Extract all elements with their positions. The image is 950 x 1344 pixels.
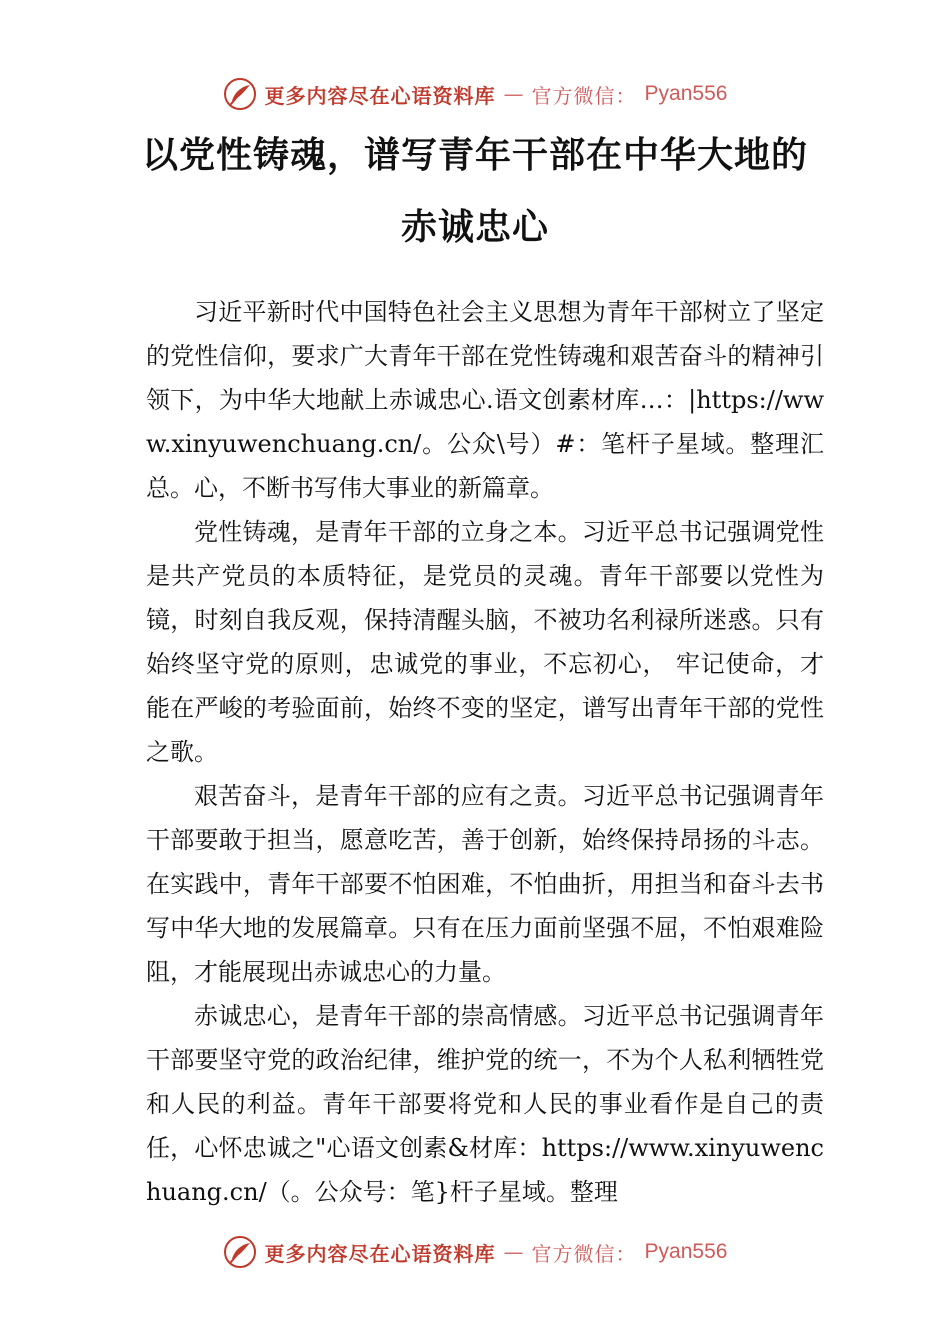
paragraph-3: 艰苦奋斗，是青年干部的应有之责。习近平总书记强调青年干部要敢于担当，愿意吃苦，善于创新，始终保持昂扬的斗志。在实践中，青年干部要不怕困难，不怕曲折，用担当和奋斗去书写中华大地的发展篇章。只有在压力面前坚强不屈，不怕艰难险阻，才能展现出赤诚忠心的力量。 bbox=[146, 782, 824, 986]
header-watermark bbox=[0, 74, 950, 114]
quill-circle-logo-icon bbox=[223, 77, 257, 111]
watermark-brand-name: 更多内容尽在心语资料库 bbox=[264, 1241, 496, 1266]
watermark-wechat-label: 官方微信： bbox=[531, 83, 637, 108]
watermark-wechat-id: Pyan556 bbox=[644, 1240, 728, 1263]
watermark-brand bbox=[223, 1235, 728, 1269]
document-body bbox=[146, 290, 824, 1214]
watermark-wechat-label: 官方微信： bbox=[531, 1241, 637, 1266]
watermark-brand-name: 更多内容尽在心语资料库 bbox=[264, 83, 496, 108]
document-title: 以党性铸魂，谱写青年干部在中华大地的赤诚忠心 bbox=[141, 135, 808, 248]
watermark-brand bbox=[223, 77, 728, 111]
watermark-wechat-id: Pyan556 bbox=[644, 82, 728, 105]
quill-circle-logo-icon bbox=[223, 1235, 257, 1269]
watermark-separator: — bbox=[503, 1240, 524, 1264]
paragraph-4: 赤诚忠心，是青年干部的崇高情感。习近平总书记强调青年干部要坚守党的政治纪律，维护党的统一，不为个人私利牺牲党和人民的利益。青年干部要将党和人民的事业看作是自己的责任，心怀忠诚之"心语文创素&材库：https://www.xinyuwenchuang.cn/（。公众号：笔}杆子星域。整理 bbox=[146, 1002, 824, 1206]
footer-watermark bbox=[0, 1232, 950, 1272]
paragraph-1: 习近平新时代中国特色社会主义思想为青年干部树立了坚定的党性信仰，要求广大青年干部在党性铸魂和艰苦奋斗的精神引领下，为中华大地献上赤诚忠心.语文创素材库…：|https://www.xinyuwenchuang.cn/。公众\号）#：笔杆子星域。整理汇总。心，不断书写伟大事业的新篇章。 bbox=[146, 298, 824, 502]
paragraph-2: 党性铸魂，是青年干部的立身之本。习近平总书记强调党性是共产党员的本质特征，是党员的灵魂。青年干部要以党性为镜，时刻自我反观，保持清醒头脑，不被功名利禄所迷惑。只有始终坚守党的原则，忠诚党的事业，不忘初心， 牢记使命，才能在严峻的考验面前，始终不变的坚定，谱写出青年干部的党性之歌。 bbox=[146, 518, 824, 766]
watermark-separator: — bbox=[503, 82, 524, 106]
